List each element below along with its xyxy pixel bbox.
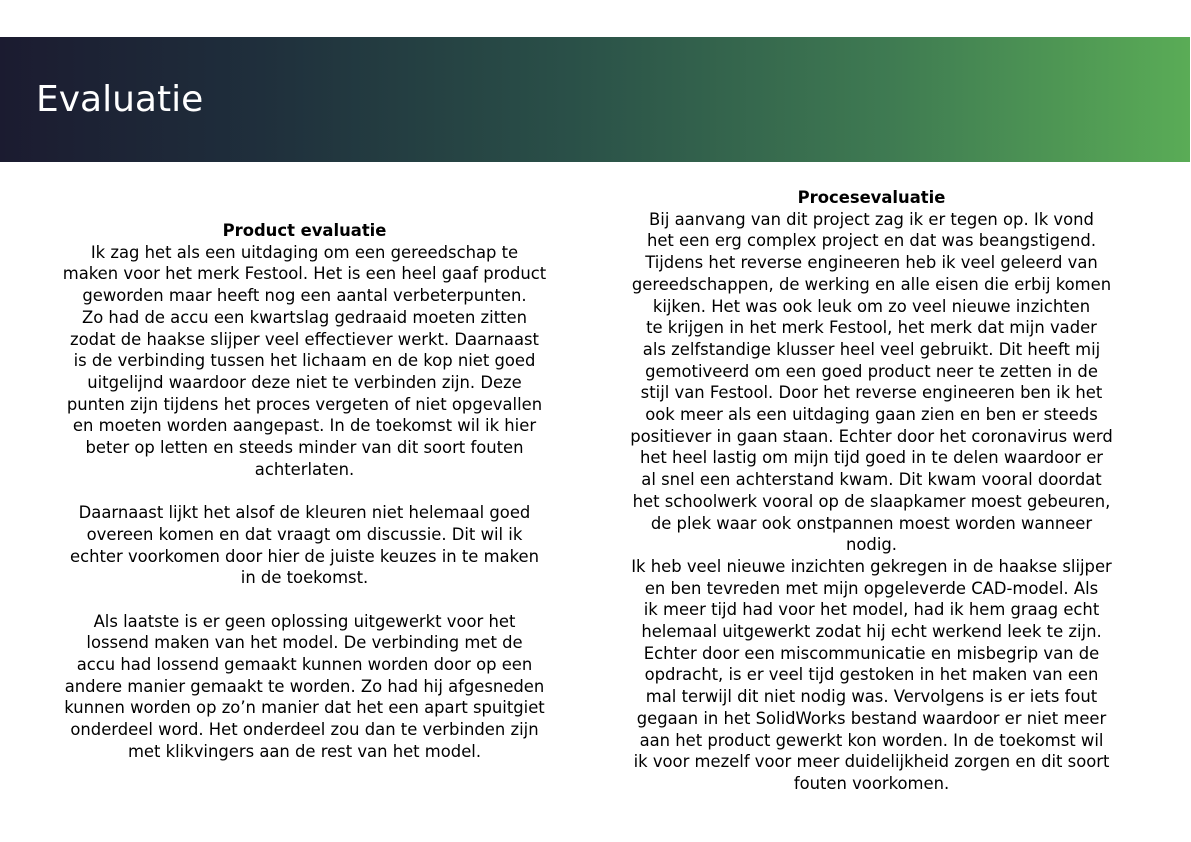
product-evaluation-paragraph-3: Als laatste is er geen oplossing uitgewerkt voor het lossend maken van het model. De verbinding met de accu had lossend gemaakt kunnen worden door op een andere manier gemaakt te worden. Zo had hij afgesneden kunnen worden op zo’n manier dat het een apart spuitgiet onderdeel word. Het onderdeel zou dan te verbinden zijn met klikvingers aan de rest van het model.: [64, 611, 545, 761]
product-evaluation-heading: Product evaluatie: [222, 221, 387, 240]
process-evaluation-paragraph-1: Bij aanvang van dit project zag ik er tegen op. Ik vond het een erg complex project en dat was beangstigend. Tijdens het reverse engineeren heb ik veel geleerd van gereedschappen, de werking en alle eisen die erbij komen kijken. Het was ook leuk om zo veel nieuwe inzichten te krijgen in het merk Festool, het merk dat mijn vader als zelfstandige klusser heel veel gebruikt. Dit heeft mij gemotiveerd om een goed product neer te zetten in de stijl van Festool. Door het reverse engineeren ben ik het ook meer als een uitdaging gaan zien en ben er steeds positiever in gaan staan. Echter door het coronavirus werd het heel lastig om mijn tijd goed in te delen waardoor er al snel een achterstand kwam. Dit kwam vooral doordat het schoolwerk vooral op de slaapkamer moest gebeuren, de plek waar ook onstpannen moest worden wanneer nodig.: [630, 209, 1113, 555]
product-evaluation-paragraph-2: Daarnaast lijkt het alsof de kleuren niet helemaal goed overeen komen en dat vraagt om discussie. Dit wil ik echter voorkomen door hier de juiste keuzes in te maken in de toekomst.: [70, 503, 539, 588]
process-evaluation-paragraph-2: Ik heb veel nieuwe inzichten gekregen in de haakse slijper en ben tevreden met mijn opgeleverde CAD-model. Als ik meer tijd had voor het model, had ik hem graag echt helemaal uitgewerkt zodat hij echt werkend leek te zijn. Echter door een miscommunicatie en misbegrip van de opdracht, is er veel tijd gestoken in het maken van een mal terwijl dit niet nodig was. Vervolgens is er iets fout gegaan in het SolidWorks bestand waardoor er niet meer aan het product gewerkt kon worden. In de toekomst wil ik voor mezelf voor meer duidelijkheid zorgen en dit soort fouten voorkomen.: [631, 556, 1112, 793]
product-evaluation-paragraph-1: Ik zag het als een uitdaging om een gereedschap te maken voor het merk Festool. Het is een heel gaaf product geworden maar heeft nog een aantal verbeterpunten. Zo had de accu een kwartslag gedraaid moeten zitten zodat de haakse slijper veel effectiever werkt. Daarnaast is de verbinding tussen het lichaam en de kop niet goed uitgelijnd waardoor deze niet te verbinden zijn. Deze punten zijn tijdens het proces vergeten of niet opgevallen en moeten worden aangepast. In de toekomst wil ik hier beter op letten en steeds minder van dit soort fouten achterlaten.: [62, 242, 547, 479]
slide-title: Evaluatie: [36, 79, 204, 120]
process-evaluation-section: [601, 187, 1142, 795]
product-evaluation-section: [34, 220, 575, 763]
process-evaluation-heading: Procesevaluatie: [797, 188, 946, 207]
